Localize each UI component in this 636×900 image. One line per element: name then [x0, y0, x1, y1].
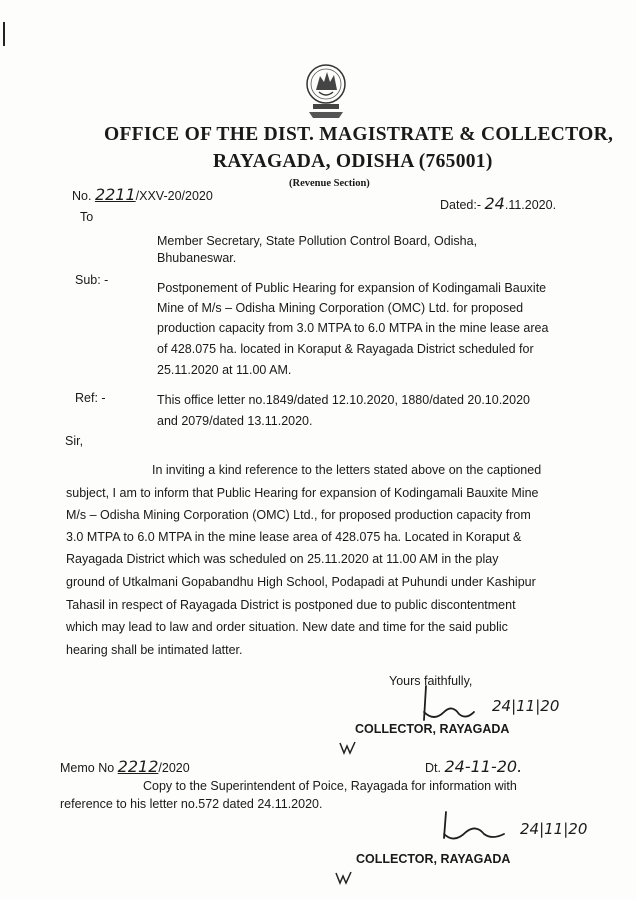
- subject-label: Sub: -: [75, 273, 109, 287]
- addressee-line2: Bhubaneswar.: [157, 251, 237, 265]
- initials-icon: [338, 740, 358, 756]
- subject-line: production capacity from 3.0 MTPA to 6.0 MTPA in the mine lease area: [157, 321, 549, 335]
- memo-signature-icon: [432, 808, 522, 852]
- subject-line: Postponement of Public Hearing for expansion of Kodingamali Bauxite: [157, 281, 547, 295]
- date-handwritten-day: 24: [484, 194, 505, 213]
- memo-line: Copy to the Superintendent of Poice, Rayagada for information with: [143, 779, 517, 793]
- memo-line: reference to his letter no.572 dated 24.11.2020.: [60, 797, 323, 811]
- margin-mark: [3, 22, 5, 46]
- memo-dt-label: Dt.: [425, 761, 441, 775]
- memo-suffix: /2020: [158, 761, 190, 775]
- memo-signature-date: 24|11|20: [520, 820, 588, 838]
- body-line: subject, I am to inform that Public Hearing for expansion of Kodingamali Bauxite Mine: [66, 486, 539, 500]
- collector-designation: COLLECTOR, RAYAGADA: [355, 722, 510, 736]
- to-label: To: [80, 210, 94, 224]
- yours-faithfully: Yours faithfully,: [389, 674, 473, 688]
- body-line: Rayagada District which was scheduled on 25.11.2020 at 11.00 AM in the play: [66, 552, 499, 566]
- letter-number-prefix: No.: [72, 189, 92, 203]
- subject-line: Mine of M/s – Odisha Mining Corporation (OMC) Ltd. for proposed: [157, 301, 524, 315]
- memo-handwritten: 2212: [117, 757, 159, 776]
- section-label: (Revenue Section): [289, 178, 370, 189]
- memo-number: [60, 758, 190, 777]
- office-title-line2: RAYAGADA, ODISHA (765001): [213, 151, 493, 172]
- letter-number-handwritten: 2211: [94, 185, 136, 204]
- body-line: hearing shall be intimated latter.: [66, 643, 243, 657]
- addressee-line1: Member Secretary, State Pollution Control Board, Odisha,: [157, 234, 478, 248]
- letter-number-suffix: /XXV-20/2020: [135, 189, 213, 203]
- salutation: Sir,: [65, 434, 84, 448]
- body-line: 3.0 MTPA to 6.0 MTPA in the mine lease area of 428.075 ha. Located in Koraput &: [66, 530, 522, 544]
- memo-dt-handwritten: 24-11-20.: [444, 757, 523, 776]
- date-label: Dated:-: [440, 198, 481, 212]
- memo-date: [425, 758, 522, 777]
- signature-date: 24|11|20: [492, 697, 560, 715]
- memo-initials-icon: [334, 870, 354, 886]
- subject-line: 25.11.2020 at 11.00 AM.: [157, 363, 292, 377]
- reference-line: This office letter no.1849/dated 12.10.2020, 1880/dated 20.10.2020: [157, 393, 530, 407]
- subject-line: of 428.075 ha. located in Koraput & Rayagada District scheduled for: [157, 342, 534, 356]
- letter-date: [440, 195, 556, 214]
- body-line: In inviting a kind reference to the letters stated above on the captioned: [152, 463, 542, 477]
- letter-number: [72, 186, 213, 205]
- reference-line: and 2079/dated 13.11.2020.: [157, 414, 313, 428]
- office-title-line1: OFFICE OF THE DIST. MAGISTRATE & COLLECTOR,: [104, 124, 614, 145]
- body-line: which may lead to law and order situation. New date and time for the said public: [66, 620, 508, 634]
- state-emblem-icon: [301, 62, 351, 120]
- memo-collector-designation: COLLECTOR, RAYAGADA: [356, 852, 511, 866]
- body-line: M/s – Odisha Mining Corporation (OMC) Ltd., for proposed production capacity from: [66, 508, 531, 522]
- date-rest: .11.2020.: [504, 198, 557, 212]
- body-line: Tahasil in respect of Rayagada District is postponed due to public discontentment: [66, 598, 516, 612]
- memo-prefix: Memo No: [60, 761, 115, 775]
- body-line: ground of Utkalmani Gopabandhu High School, Podapadi at Puhundi under Kashipur: [66, 575, 536, 589]
- reference-label: Ref: -: [75, 391, 106, 405]
